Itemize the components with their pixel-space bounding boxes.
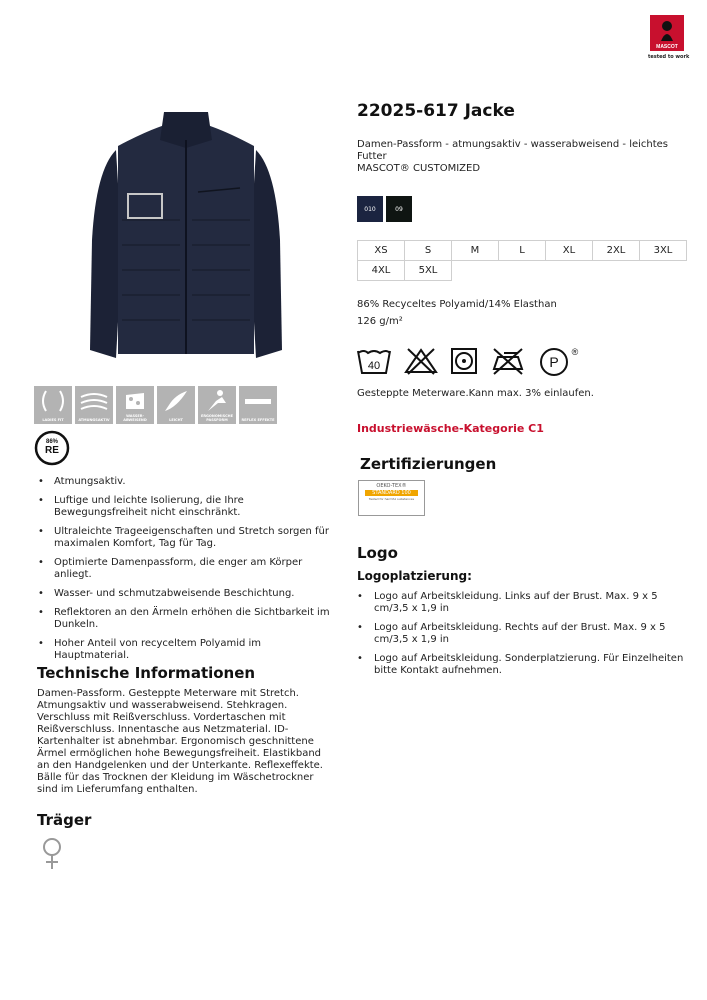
svg-text:MASCOT: MASCOT xyxy=(656,44,678,50)
mascot-logo-icon xyxy=(650,15,684,51)
reflex-icon: REFLEX EFFEKTE xyxy=(239,386,277,424)
svg-text:86%: 86% xyxy=(45,439,59,445)
list-item: • Optimierte Damenpassform, die enger am Körper anliegt. xyxy=(38,557,336,581)
wearer-title: Träger xyxy=(37,811,92,829)
oeko-tex-badge-icon: OEKO-TEX® STANDARD 100 Tested for harmful substances xyxy=(358,480,425,516)
list-item: • Reflektoren an den Ärmeln erhöhen die Sichtbarkeit im Dunkeln. xyxy=(38,607,336,631)
feature-icons xyxy=(34,386,277,424)
list-item: • Logo auf Arbeitskleidung. Sonderplatzierung. Für Einzelheiten bitte Kontakt aufnehmen. xyxy=(357,653,687,677)
product-image xyxy=(88,110,284,362)
brand-tagline: tested to work xyxy=(648,54,690,60)
feature-list xyxy=(38,476,336,669)
svg-text:P: P xyxy=(549,354,559,370)
size-cell[interactable]: M xyxy=(452,241,499,261)
logo-placement-list xyxy=(357,591,687,684)
wash-40-icon xyxy=(356,347,392,375)
size-cell[interactable]: 3XL xyxy=(640,241,687,261)
size-table xyxy=(357,240,687,281)
technical-text: Damen-Passform. Gesteppte Meterware mit Stretch. Atmungsaktiv und wasserabweisend. Stehkragen. Verschluss mit Reißverschluss. Vordertaschen mit Reißverschluss. Innentasche aus Netzmaterial. ID-Kartenhalter ist abnehmbar. Ergonomisch geschnittene Ärmel ermöglichen hohe Bewegungsfreiheit. Elastikband an den Handgelenken und der Unterkante. Reflexeffekte. Bälle für das Trocknen der Kleidung im Wäschetrockner sind im Lieferumfang enthalten. xyxy=(37,688,323,795)
svg-text:RE: RE xyxy=(45,445,59,456)
list-item: • Atmungsaktiv. xyxy=(38,476,336,488)
list-item: • Logo auf Arbeitskleidung. Rechts auf der Brust. Max. 9 x 5 cm/3,5 x 1,9 in xyxy=(357,622,687,646)
size-cell[interactable]: XL xyxy=(546,241,593,261)
logo-title: Logo xyxy=(357,544,398,562)
color-swatch[interactable]: 09 xyxy=(386,196,412,222)
ergonomic-icon: ERGONOMISCHE PASSFORM xyxy=(198,386,236,424)
size-cell[interactable]: 5XL xyxy=(405,261,452,281)
color-swatch[interactable]: 010 xyxy=(357,196,383,222)
water-repellent-icon: WASSER-ABWEISEND xyxy=(116,386,154,424)
size-cell[interactable]: L xyxy=(499,241,546,261)
material-info: 86% Recyceltes Polyamid/14% Elasthan 126 g/m² xyxy=(357,299,557,327)
tumble-dry-icon xyxy=(450,347,478,375)
size-cell[interactable]: 4XL xyxy=(358,261,405,281)
certifications-title: Zertifizierungen xyxy=(360,455,497,473)
lightweight-icon: LEICHT xyxy=(157,386,195,424)
svg-text:40: 40 xyxy=(367,360,381,372)
female-icon xyxy=(40,837,64,875)
product-title: 22025-617 Jacke xyxy=(357,101,515,121)
care-note: Gesteppte Meterware.Kann max. 3% einlaufen. xyxy=(357,388,594,399)
color-swatches xyxy=(357,196,412,222)
care-symbols xyxy=(356,346,580,376)
professional-dry-clean-icon xyxy=(538,346,580,376)
technical-title: Technische Informationen xyxy=(37,664,256,682)
list-item: • Hoher Anteil von recyceltem Polyamid im Hauptmaterial. xyxy=(38,638,336,662)
no-iron-icon xyxy=(490,347,526,375)
recycled-badge-icon xyxy=(34,430,70,466)
svg-text:®: ® xyxy=(571,347,579,357)
size-cell[interactable]: S xyxy=(405,241,452,261)
ladies-fit-icon: LADIES FIT xyxy=(34,386,72,424)
list-item: • Luftige und leichte Isolierung, die Ihre Bewegungsfreiheit nicht einschränkt. xyxy=(38,495,336,519)
size-cell[interactable]: 2XL xyxy=(593,241,640,261)
product-subtitle: Damen-Passform - atmungsaktiv - wasserabweisend - leichtes Futter MASCOT® CUSTOMIZED xyxy=(357,139,669,174)
list-item: • Logo auf Arbeitskleidung. Links auf der Brust. Max. 9 x 5 cm/3,5 x 1,9 in xyxy=(357,591,687,615)
laundry-category: Industriewäsche-Kategorie C1 xyxy=(357,422,544,435)
list-item: • Wasser- und schmutzabweisende Beschichtung. xyxy=(38,588,336,600)
no-bleach-icon xyxy=(404,347,438,375)
size-cell[interactable]: XS xyxy=(358,241,405,261)
brand-logo xyxy=(648,15,690,60)
breathable-icon: ATMUNGSAKTIV xyxy=(75,386,113,424)
list-item: • Ultraleichte Trageeigenschaften und Stretch sorgen für maximalen Komfort, Tag für Tag. xyxy=(38,526,336,550)
logo-subtitle: Logoplatzierung: xyxy=(357,569,472,583)
